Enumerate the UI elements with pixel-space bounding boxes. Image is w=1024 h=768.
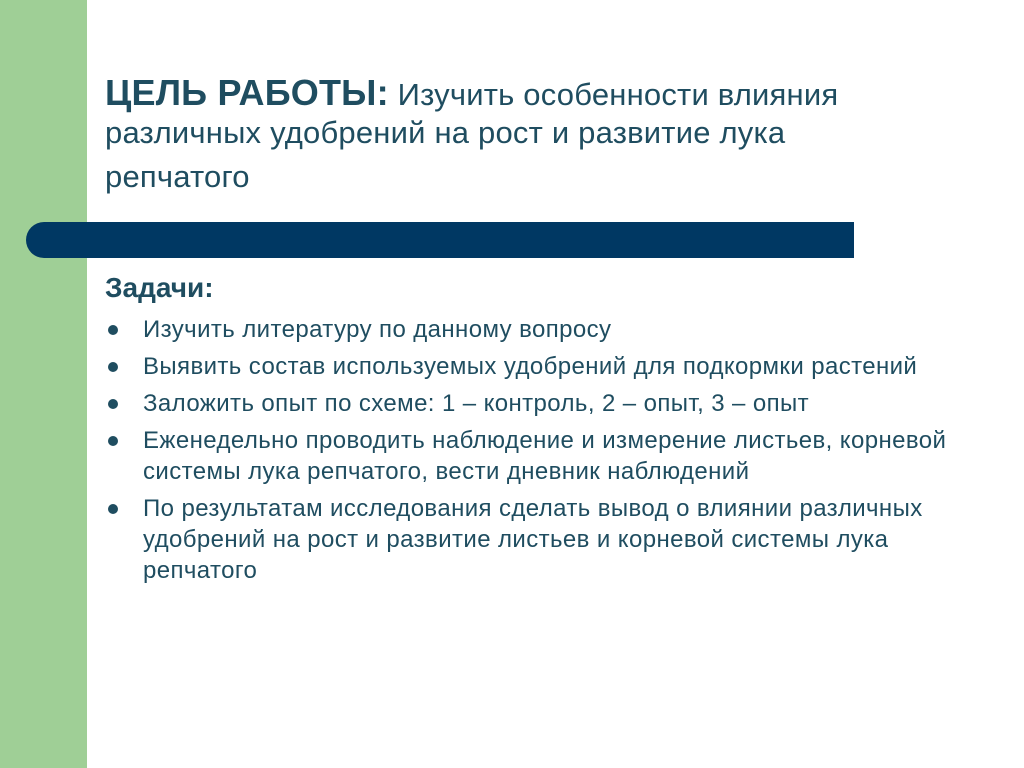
task-text: Заложить опыт по схеме: 1 – контроль, 2 – опыт, 3 – опыт bbox=[143, 390, 810, 417]
slide-title bbox=[105, 74, 945, 196]
task-item bbox=[105, 425, 965, 487]
bullet-icon bbox=[108, 399, 118, 409]
bullet-icon bbox=[108, 436, 118, 446]
bullet-icon bbox=[108, 325, 118, 335]
tasks-heading: Задачи: bbox=[105, 272, 214, 303]
title-label: ЦЕЛЬ РАБОТЫ: bbox=[105, 72, 389, 113]
task-item bbox=[105, 314, 965, 345]
bullet-icon bbox=[108, 504, 118, 514]
task-item bbox=[105, 351, 965, 382]
title-text-line-1: Изучить особенности влияния bbox=[397, 77, 839, 112]
task-text: Изучить литературу по данному вопросу bbox=[143, 316, 612, 343]
divider-bar bbox=[26, 222, 854, 258]
task-item bbox=[105, 493, 965, 586]
task-list bbox=[105, 314, 965, 592]
title-text-line-2: различных удобрений на рост и развитие лука bbox=[105, 115, 786, 150]
task-text: Выявить состав используемых удобрений для подкормки растений bbox=[143, 353, 918, 380]
bullet-icon bbox=[108, 362, 118, 372]
task-item bbox=[105, 388, 965, 419]
task-text: Еженедельно проводить наблюдение и измерение листьев, корневой системы лука репчатого, вести дневник наблюдений bbox=[143, 427, 947, 485]
task-text: По результатам исследования сделать вывод о влиянии различных удобрений на рост и развитие листьев и корневой системы лука репчатого bbox=[143, 495, 923, 584]
title-text-line-3: репчатого bbox=[105, 159, 250, 194]
